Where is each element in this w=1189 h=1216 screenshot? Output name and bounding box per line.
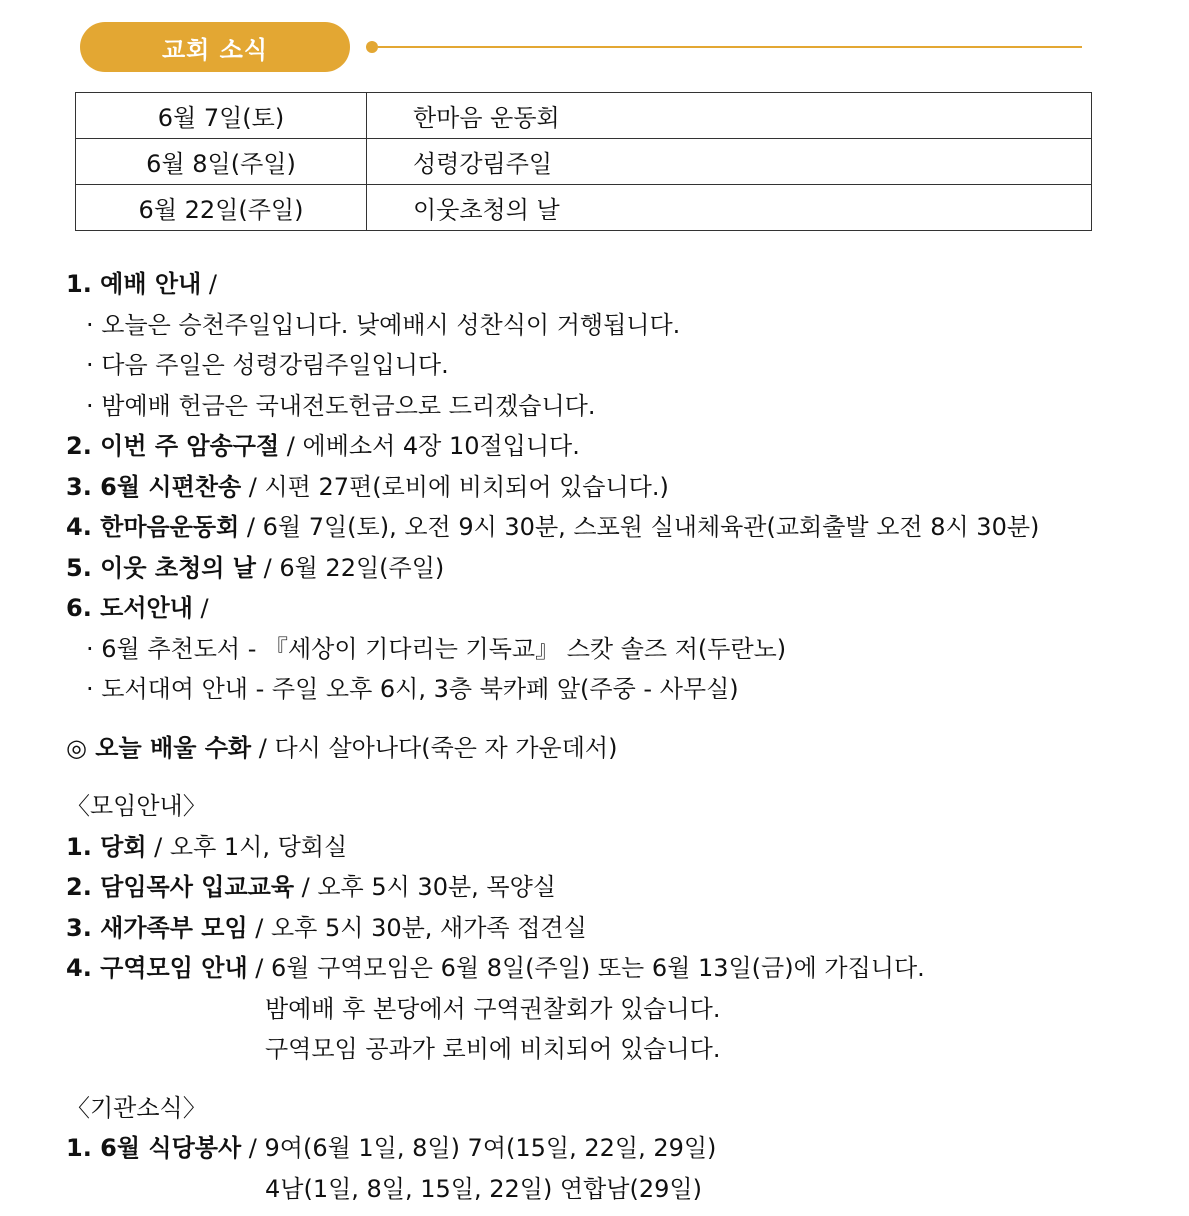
item-title: 4. 구역모임 안내 [66,954,248,982]
list-item: · 밤예배 헌금은 국내전도헌금으로 드리겠습니다. [86,391,596,420]
list-item [66,948,1166,989]
notice-sign [66,728,1166,769]
list-item [66,827,1166,868]
notice-text: / 6월 7일(토), 오전 9시 30분, 스포원 실내체육관(교회출발 오전 8시 30분) [239,513,1040,541]
notice-text: / [192,594,209,622]
notice-books [66,588,1166,629]
notice-invite [66,548,1166,589]
list-item [66,1128,1166,1169]
list-item: · 오늘은 승천주일입니다. 낮예배시 성찬식이 거행됩니다. [86,310,681,339]
notice-title: ◎ 오늘 배울 수화 [66,733,252,762]
notice-text: / 6월 22일(주일) [256,553,445,582]
item-text: / 오후 5시 30분, 새가족 접견실 [247,913,587,942]
item-text: / 오후 5시 30분, 목양실 [294,873,556,901]
notice-text: / 다시 살아나다(죽은 자 가운데서) [251,733,618,762]
event-date: 6월 7일(토) [76,93,367,139]
notice-title: 1. 예배 안내 [66,270,202,298]
header-divider [378,46,1082,48]
notice-text: / 시편 27편(로비에 비치되어 있습니다.) [241,472,669,501]
notice-title: 2. 이번 주 암송구절 [66,432,280,460]
event-name: 성령강림주일 [367,139,1092,185]
list-item-continued: 4남(1일, 8일, 15일, 22일) 연합남(29일) [265,1174,702,1203]
notice-text: / [201,270,217,298]
event-date: 6월 8일(주일) [76,139,367,185]
list-item [66,867,1166,908]
event-date: 6월 22일(주일) [76,185,367,231]
notice-text: / 에베소서 4장 10절입니다. [279,432,580,460]
section-header [80,22,1090,74]
notice-content [66,264,1166,1209]
list-item-continued: 밤예배 후 본당에서 구역권찰회가 있습니다. [265,994,721,1023]
event-name: 이웃초청의 날 [367,185,1092,231]
list-item: · 6월 추천도서 - 『세상이 기다리는 기독교』 스캇 솔즈 저(두란노) [86,634,787,663]
item-text: / 9여(6월 1일, 8일) 7여(15일, 22일, 29일) [241,1134,717,1162]
list-item: · 다음 주일은 성령강림주일입니다. [86,351,449,379]
notice-title: 4. 한마음운동회 [66,513,240,541]
item-text: / 6월 구역모임은 6월 8일(주일) 또는 6월 13일(금)에 가집니다. [247,954,925,982]
list-item [66,908,1166,949]
notice-title: 5. 이웃 초청의 날 [66,553,256,582]
header-dot [366,41,378,53]
meetings-heading: 〈모임안내〉 [66,792,207,820]
events-table [75,92,1092,231]
item-title: 3. 새가족부 모임 [66,913,248,942]
item-title: 1. 6월 식당봉사 [66,1134,242,1162]
item-title: 2. 담임목사 입교교육 [66,873,294,901]
item-title: 1. 당회 [66,832,147,861]
notice-verse [66,426,1166,467]
table-row [76,185,1092,231]
notice-title: 3. 6월 시편찬송 [66,472,242,501]
notice-worship [66,264,1166,305]
notice-sports [66,507,1166,548]
table-row [76,139,1092,185]
notice-psalm [66,467,1166,508]
table-row [76,93,1092,139]
list-item-continued: 구역모임 공과가 로비에 비치되어 있습니다. [265,1035,721,1063]
notice-title: 6. 도서안내 [66,594,193,622]
item-text: / 오후 1시, 당회실 [146,832,348,861]
section-title: 교회 소식 [80,22,350,72]
orgs-heading: 〈기관소식〉 [66,1093,207,1122]
event-name: 한마음 운동회 [367,93,1092,139]
list-item: · 도서대여 안내 - 주일 오후 6시, 3층 북카페 앞(주중 - 사무실) [86,675,739,703]
